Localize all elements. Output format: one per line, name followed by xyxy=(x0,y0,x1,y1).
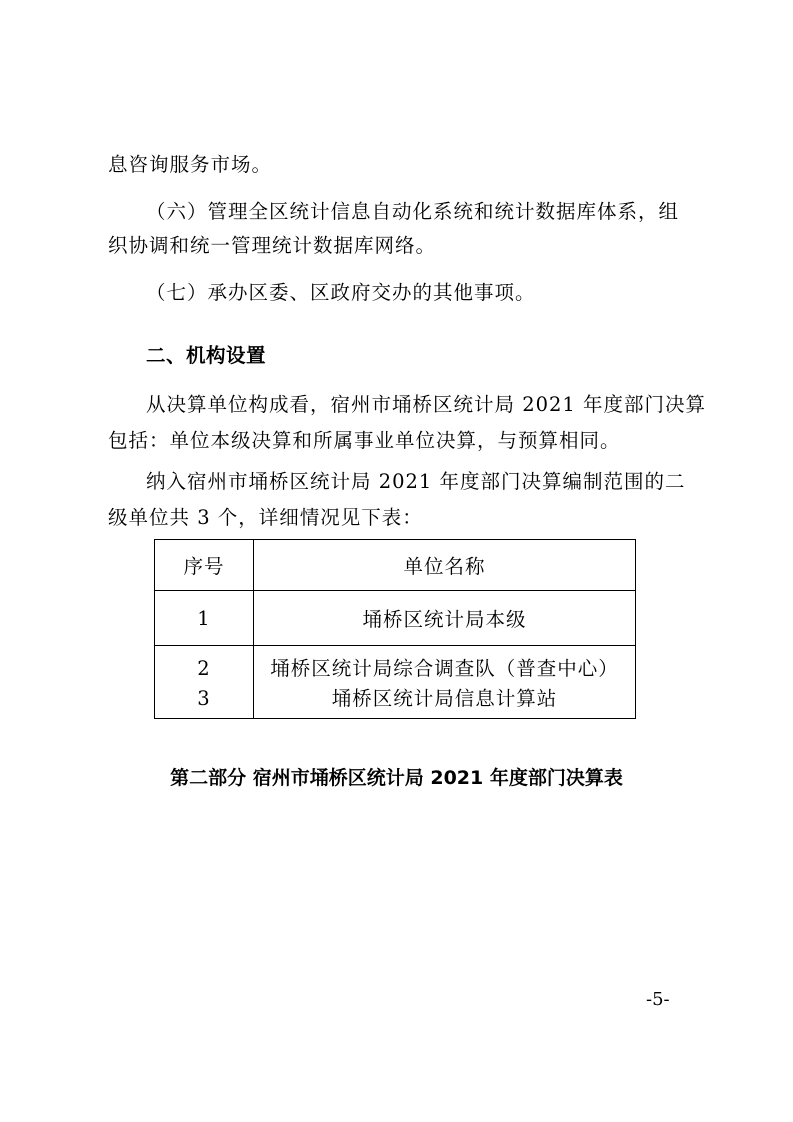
table-row-merged xyxy=(155,646,636,719)
body-paragraph-line: 纳入宿州市埇桥区统计局 2021 年度部门决算编制范围的二 xyxy=(146,470,686,493)
body-paragraph-line: 级单位共 3 个，详细情况见下表： xyxy=(108,506,423,529)
table-row xyxy=(155,591,636,646)
cell-unit-name: 埇桥区统计局本级 xyxy=(254,591,636,646)
body-text-line: 息咨询服务市场。 xyxy=(108,153,273,176)
part-title: 第二部分 宿州市埇桥区统计局 2021 年度部门决算表 xyxy=(170,767,623,789)
cell-serial-number: 1 xyxy=(155,591,254,646)
section-heading: 二、机构设置 xyxy=(146,344,267,367)
header-unit-name: 单位名称 xyxy=(254,540,636,591)
body-text-line: （七）承办区委、区政府交办的其他事项。 xyxy=(146,281,536,304)
unit-name: 埇桥区统计局综合调查队（普查中心） xyxy=(270,657,619,680)
body-paragraph-line: 包括：单位本级决算和所属事业单位决算，与预算相同。 xyxy=(108,429,621,452)
body-text-line: 织协调和统一管理统计数据库网络。 xyxy=(108,234,437,257)
body-paragraph-line: 从决算单位构成看，宿州市埇桥区统计局 2021 年度部门决算 xyxy=(146,393,707,416)
serial-number: 3 xyxy=(197,687,211,710)
page-number: -5- xyxy=(646,989,670,1010)
body-text-line: （六）管理全区统计信息自动化系统和统计数据库体系，组 xyxy=(146,200,680,223)
unit-name: 埇桥区统计局信息计算站 xyxy=(331,687,558,710)
cell-serial-numbers xyxy=(155,646,254,719)
header-serial-number: 序号 xyxy=(155,540,254,591)
units-table xyxy=(154,539,636,719)
table-header-row xyxy=(155,540,636,591)
cell-unit-names xyxy=(254,646,636,719)
serial-number: 2 xyxy=(197,657,211,680)
